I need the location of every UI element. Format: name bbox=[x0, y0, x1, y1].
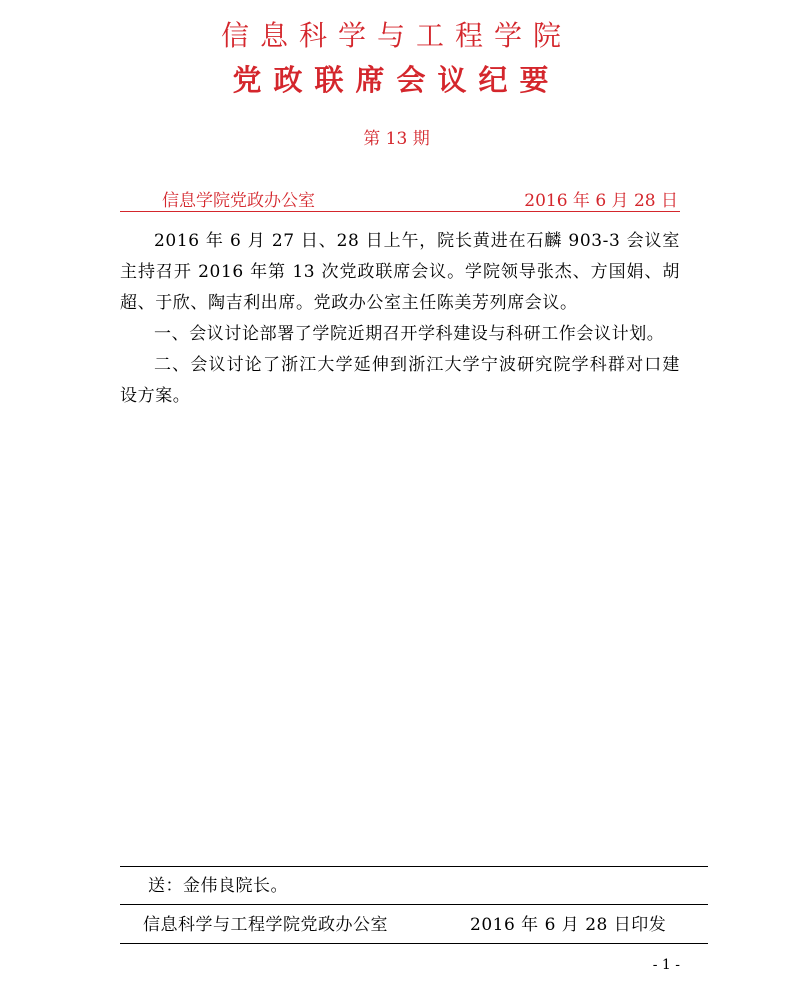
issuing-office: 信息学院党政办公室 bbox=[162, 191, 315, 211]
footer-middle-rule bbox=[120, 904, 708, 905]
footer-bottom-rule bbox=[120, 943, 708, 944]
body-paragraph: 2016 年 6 月 27 日、28 日上午，院长黄进在石麟 903-3 会议室主持召开 2016 年第 13 次党政联席会议。学院领导张杰、方国娟、胡超、于欣、陶吉利出席。党政办公室主任陈美芳列席会议。 bbox=[120, 231, 680, 313]
document-title: 党政联席会议纪要 bbox=[232, 63, 561, 97]
red-separator-line bbox=[120, 211, 680, 212]
cc-line: 送：金伟良院长。 bbox=[148, 876, 288, 896]
issue-date: 2016 年 6 月 28 日 bbox=[524, 191, 678, 211]
body-paragraph: 二、会议讨论了浙江大学延伸到浙江大学宁波研究院学科群对口建设方案。 bbox=[120, 355, 680, 406]
org-title: 信息科学与工程学院 bbox=[220, 19, 572, 52]
footer-print-date: 2016 年 6 月 28 日印发 bbox=[470, 915, 667, 935]
body-paragraph: 一、会议讨论部署了学院近期召开学科建设与科研工作会议计划。 bbox=[154, 324, 665, 344]
footer-issuing-org: 信息科学与工程学院党政办公室 bbox=[143, 915, 388, 935]
page-number: - 1 - bbox=[652, 957, 680, 973]
minutes-body bbox=[120, 226, 680, 412]
footer-top-rule bbox=[120, 866, 708, 867]
issue-number: 第 13 期 bbox=[363, 129, 430, 149]
